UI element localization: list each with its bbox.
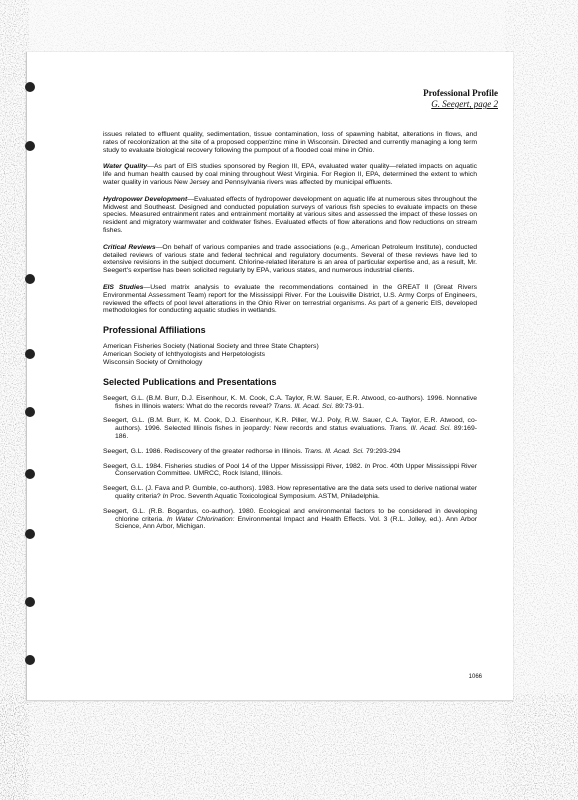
publication-item: [103, 395, 477, 411]
publication-text: Seegert, G.L. (B.M. Burr, K. M. Cook, D.J. Eisenhour, K.R. Piller, W.J. Poly, R.W. Sauer, C.A. Taylor, E.R. Atwood, co-authors). 1996. Selected Illinois fishes in jeopardy: New records and status evaluations.: [103, 417, 477, 433]
publication-text: 89:73-91.: [333, 402, 364, 410]
affiliation-item: American Society of Ichthyologists and Herpetologists: [103, 350, 266, 358]
publication-text: Environmental Impact and Health Effects. Vol. 3 (R.L. Jolley, ed.). Ann Arbor Science, Ann Arbor, Michigan.: [115, 515, 477, 531]
experience-text: —On behalf of various companies and trade associations (e.g., American Petroleum Institute), conducted detailed reviews of various state and federal technical and regulatory documents. Several of these reviews have led to extensive revisions in the subject document. Chlorine-related literature is an area of particular expertise and, as a result, Mr. Seegert's expertise has been solicited regularly by EPA, various states, and numerous industrial clients.: [103, 243, 477, 275]
punch-hole: [25, 469, 35, 479]
header-subtitle: G. Seegert, page 2: [431, 99, 498, 109]
header-title: Professional Profile: [423, 88, 498, 98]
publication-journal: Trans. Ill. Acad. Sci.: [304, 447, 365, 455]
punch-hole: [25, 349, 35, 359]
publication-text: Proc. Seventh Aquatic Toxicological Symposium. ASTM, Philadelphia.: [168, 492, 380, 500]
publication-journal: Trans. Ill. Acad. Sci.: [273, 402, 334, 410]
publication-journal: In: [364, 462, 371, 470]
punch-hole: [25, 529, 35, 539]
punch-hole: [25, 655, 35, 665]
publication-item: [103, 417, 477, 440]
publication-text: Seegert, G.L. 1984. Fisheries studies of Pool 14 of the Upper Mississippi River, 1982.: [103, 462, 365, 470]
publication-item: [103, 448, 477, 456]
page-number: 1066: [468, 674, 482, 680]
experience-lead: EIS Studies: [103, 283, 144, 291]
affiliation-item: Wisconsin Society of Ornithology: [103, 358, 203, 366]
affiliations-heading: Professional Affiliations: [103, 325, 206, 336]
experience-hydropower: [103, 196, 477, 235]
publication-text: 79:293-294: [364, 447, 401, 455]
experience-lead: Water Quality: [103, 163, 148, 171]
experience-text: —As part of EIS studies sponsored by Region III, EPA, evaluated water quality—related impacts on aquatic life and human health caused by coal mining throughout West Virginia. For Region II, EPA, determined the extent to which water quality in various New Jersey and Pennsylvania rivers was affected by municipal effluents.: [103, 163, 477, 186]
experience-text: —Evaluated effects of hydropower development on aquatic life at numerous sites throughout the Midwest and Southeast. Designed and conducted population surveys of various fish species to evaluate impacts on these species. Measured entrainment rates and entrainment mortality at various sites and assessed the impact of these losses on resident and migratory warmwater and coldwater fishes. Evaluated effects of flow alterations and flow reductions on stream fishes.: [103, 195, 477, 234]
publication-item: [103, 508, 477, 531]
publication-journal: In: [162, 492, 169, 500]
publication-item: [103, 485, 477, 501]
publication-item: [103, 463, 477, 479]
document-body: [103, 131, 477, 538]
experience-water-quality: [103, 163, 477, 186]
experience-lead: Critical Reviews: [103, 243, 156, 251]
publication-text: Seegert, G.L. (B.M. Burr, D.J. Eisenhour, K. M. Cook, C.A. Taylor, R.W. Sauer, E.R. Atwood, co-authors). 1996. Nonnative fishes in Illinois waters: What do the records reveal?: [103, 394, 477, 410]
affiliation-item: American Fisheries Society (National Society and three State Chapters): [103, 342, 319, 350]
punch-hole: [25, 82, 35, 92]
publication-text: 89:169-186.: [115, 425, 477, 440]
publication-text: Proc. 40th Upper Mississippi River Conservation Committee. UMRCC, Rock Island, Illinois.: [115, 462, 478, 478]
publication-text: Seegert, G.L. (R.B. Bogardus, co-author). 1980. Ecological and environmental factors to be considered in developing chlorine criteria.: [103, 507, 477, 523]
page-header: [338, 88, 498, 110]
punch-hole: [25, 597, 35, 607]
punch-hole: [25, 141, 35, 151]
publications-heading: Selected Publications and Presentations: [103, 376, 277, 387]
experience-lead: Hydropower Development: [103, 195, 188, 203]
publication-text: Seegert, G.L. (J. Fava and P. Gumble, co-authors). 1983. How representative are the data sets used to derive national water quality criteria?: [103, 485, 477, 500]
publication-journal: Trans. Ill. Acad. Sci.: [389, 425, 452, 433]
publication-text: Seegert, G.L. 1986. Rediscovery of the greater redhorse in Illinois.: [103, 447, 305, 455]
experience-critical-reviews: [103, 244, 477, 275]
experience-eis-studies: [103, 284, 477, 315]
publication-journal: In Water Chlorination:: [166, 515, 235, 523]
punch-hole: [25, 274, 35, 284]
experience-text: —Used matrix analysis to evaluate the recommendations contained in the GREAT II (Great Rivers Environmental Assessment Team) report for the Mississippi River. For the Louisville District, U.S. Army Corps of Engineers, reviewed the effects of pool level alterations in the Ohio River on terrestrial organisms. As part of a generic EIS, developed methodologies for conducting aquatic studies in wetlands.: [103, 283, 477, 315]
intro-paragraph: issues related to effluent quality, sedimentation, tissue contamination, loss of spawning habitat, alterations in flows, and rates of recolonization at the site of a proposed copper/zinc mine in Wisconsin. Directed and currently managing a long term study to evaluate biological recovery following the pumpout of a flooded coal mine in Ohio.: [103, 131, 477, 154]
punch-hole: [25, 407, 35, 417]
